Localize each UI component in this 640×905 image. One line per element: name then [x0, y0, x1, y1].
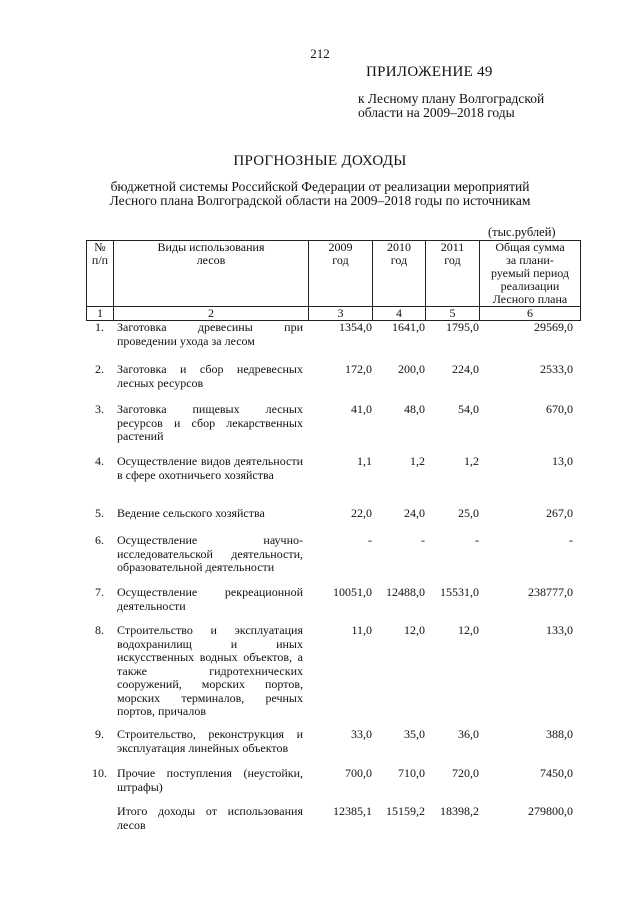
- page-number: 212: [310, 46, 330, 61]
- header-type: Виды использования лесов: [114, 241, 309, 307]
- column-number: 6: [480, 307, 581, 321]
- header-2010: 2010 год: [373, 241, 426, 307]
- column-number: 1: [87, 307, 114, 321]
- caption-line: бюджетной системы Российской Федерации от реализации мероприятий: [110, 179, 530, 194]
- appendix-subtitle: [358, 92, 544, 120]
- column-number: 3: [309, 307, 373, 321]
- header-total: Общая сумма за плани- руемый период реализации Лесного плана: [480, 241, 581, 307]
- header-row: [87, 241, 581, 307]
- document-title: ПРОГНОЗНЫЕ ДОХОДЫ: [233, 153, 407, 169]
- document-page: 212 ПРИЛОЖЕНИЕ 49 к Лесному плану Волгоградской области на 2009–2018 годы ПРОГНОЗНЫЕ ДОХОДЫ бюджетной системы Российской Федерации от реализации мероприятий Лесного плана Волгоградской области на 2009–2018 годы по источникам (тыс.рублей) № п/п Виды использования лесов 2009 год 2010 год 2011 год Общая сумма за плани- руемый период реализации Лесного плана 1 2 3 4 5 6 1. Заготовка древесины при проведении ухода за лесом 1354,0 1641,0 1795,0 29569,0 2. Заготовка и сбор недревесных лесных ресурсов 172,0 200,0 224,0 2533,0 3. Заготовка пищевых лесных ресурсов и сбор лекарственных растений 41,0 48,0 54,0 670,0 4. Осуществление видов деятельности в сфере охотничьего хозяйства 1,1 1,2 1,2 13,0 5. Ведение сельского хозяйства 22,0 24,0 25,0 267,0 6. Осуществление научно-исследовательской деятельности, образовательной деятельности - - - - 7. Осуществление рекреационной деятельности 10051,0 12488,0 15531,0 238777,0 8. Строительство и эксплуатация водохранилищ и иных искусственных водных объектов, а также гидротехнических сооружений, морских портов, морских терминалов, речных портов, причалов 11,0 12,0 12,0 133,0 9. Строительство, реконструкция и эксплуатация линейных объектов 33,0 35,0 36,0 388,0 10. Прочие поступления (неустойки, штрафы) 700,0 710,0 720,0 7450,0 Итого доходы от использования лесов 12385,1 15159,2 18398,2 279800,0: [0, 0, 640, 905]
- column-number: 2: [114, 307, 309, 321]
- table-header: [86, 240, 581, 321]
- column-number: 4: [373, 307, 426, 321]
- caption-line: Лесного плана Волгоградской области на 2009–2018 годы по источникам: [109, 193, 531, 208]
- units-note: (тыс.рублей): [488, 225, 556, 239]
- header-2011: 2011 год: [426, 241, 480, 307]
- header-num: № п/п: [87, 241, 114, 307]
- appendix-label: ПРИЛОЖЕНИЕ 49: [366, 64, 493, 80]
- document-caption: [0, 180, 640, 208]
- subtitle-line: области на 2009–2018 годы: [358, 105, 515, 120]
- header-2009: 2009 год: [309, 241, 373, 307]
- subtitle-line: к Лесному плану Волгоградской: [358, 91, 545, 106]
- column-number: 5: [426, 307, 480, 321]
- column-number-row: [87, 307, 581, 321]
